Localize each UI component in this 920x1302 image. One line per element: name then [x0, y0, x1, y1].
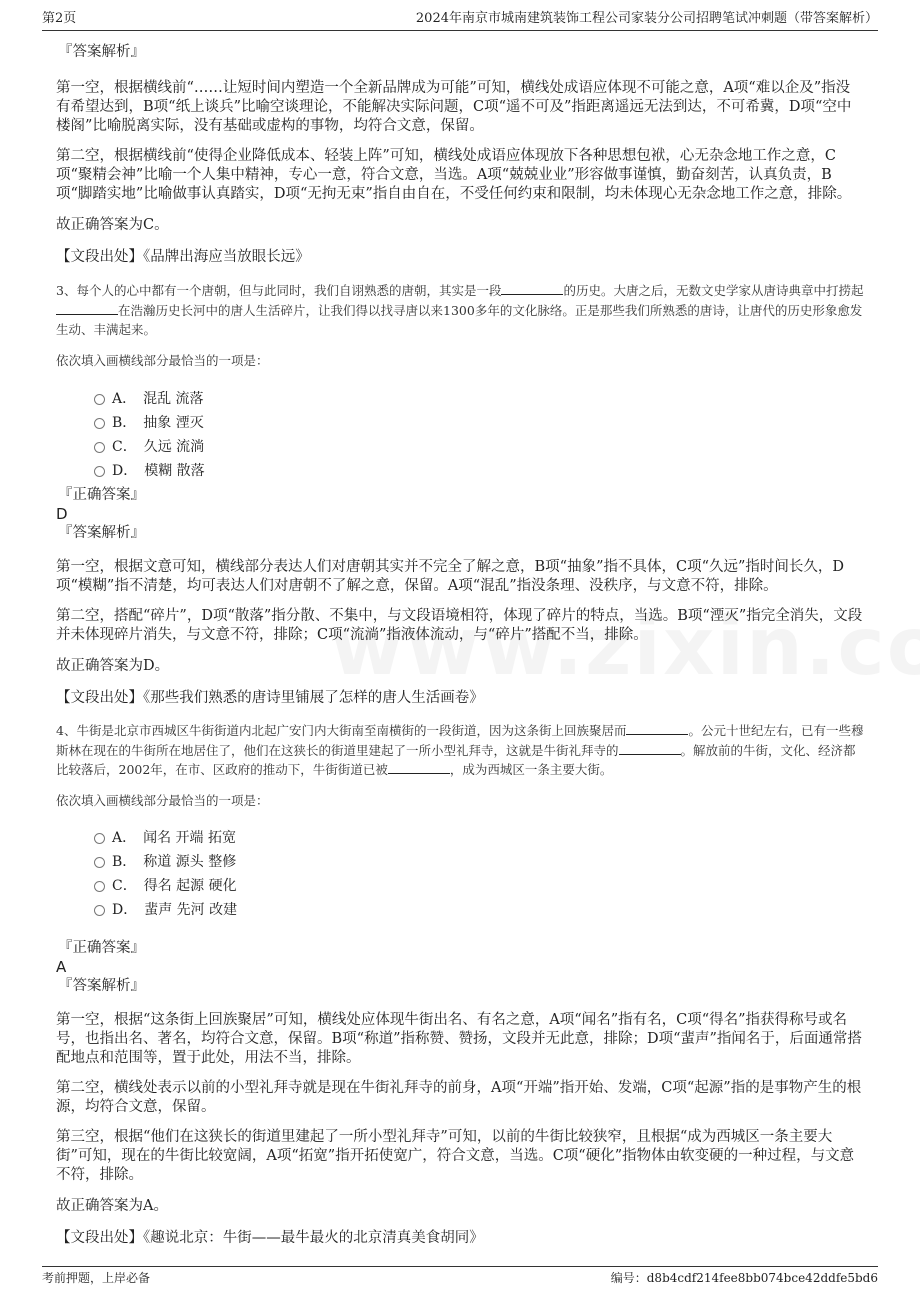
option-b[interactable]: B． 称道 源头 整修: [56, 850, 864, 874]
radio-icon[interactable]: [94, 833, 105, 844]
answer-analysis-label: 『答案解析』: [58, 978, 145, 994]
radio-icon[interactable]: [94, 466, 105, 477]
answer-analysis-label: 『答案解析』: [58, 525, 145, 541]
radio-icon[interactable]: [94, 905, 105, 916]
fill-blank: [619, 742, 681, 755]
option-c[interactable]: C． 久远 流淌: [56, 435, 864, 459]
option-d[interactable]: D． 蜚声 先河 改建: [56, 898, 864, 922]
fill-blank: [388, 761, 450, 774]
correct-answer: D: [56, 505, 68, 523]
radio-icon[interactable]: [94, 881, 105, 892]
analysis-paragraph: 第一空，根据横线前“……让短时间内塑造一个全新品牌成为可能”可知，横线处成语应体现不可能之意，A项“难以企及”指没有希望达到，B项“纸上谈兵”比喻空谈理论，不能解决实际问题，C项“遥不可及”指距离遥远无法到达，不可希冀，D项“空中楼阁”比喻脱离实际，没有基础或虚构的事物，均符合文意，保留。: [56, 80, 852, 134]
analysis-paragraph: 第一空，根据文意可知，横线部分表达人们对唐朝其实并不完全了解之意，B项“抽象”指不具体，C项“久远”指时间长久，D项“模糊”指不清楚，均可表达人们对唐朝不了解之意，保留。A项“混乱”指没条理、没秩序，与文意不符，排除。: [56, 559, 845, 594]
conclusion: 故正确答案为D。: [56, 658, 170, 674]
fill-blank: [56, 302, 118, 315]
option-d[interactable]: D． 模糊 散落: [56, 459, 864, 483]
radio-icon[interactable]: [94, 442, 105, 453]
radio-icon[interactable]: [94, 418, 105, 429]
main-content: [56, 38, 864, 1248]
document-title: 2024年南京市城南建筑装饰工程公司家装分公司招聘笔试冲刺题（带答案解析）: [415, 11, 878, 26]
option-list: [56, 387, 864, 483]
radio-icon[interactable]: [94, 394, 105, 405]
analysis-paragraph: 第二空，根据横线前“使得企业降低成本、轻装上阵”可知，横线处成语应体现放下各种思想包袱，心无杂念地工作之意，C项“聚精会神”比喻一个人集中精神，专心一意，符合文意，当选。A项“兢兢业业”形容做事谨慎，勤奋刻苦，认真负责，B项“脚踏实地”比喻做事认真踏实，D项“无拘无束”指自由自在，不受任何约束和限制，均未体现心无杂念地工作之意，排除。: [56, 148, 852, 202]
answer-analysis-label: 『答案解析』: [58, 44, 145, 60]
source-citation: 【文段出处】《那些我们熟悉的唐诗里铺展了怎样的唐人生活画卷》: [56, 690, 484, 706]
source-citation: 【文段出处】《品牌出海应当放眼长远》: [56, 249, 310, 265]
option-a[interactable]: A． 混乱 流落: [56, 387, 864, 411]
source-citation: 【文段出处】《趣说北京：牛街——最牛最火的北京清真美食胡同》: [56, 1230, 484, 1246]
page-header: [42, 8, 878, 31]
analysis-paragraph: 第二空，搭配“碎片”，D项“散落”指分散、不集中，与文段语境相符，体现了碎片的特点，当选。B项“湮灭”指完全消失，文段并未体现碎片消失，与文意不符，排除；C项“流淌”指液体流动，与“碎片”搭配不当，排除。: [56, 608, 863, 643]
fill-blank: [626, 722, 688, 735]
question-stem: 3、每个人的心中都有一个唐朝，但与此同时，我们自诩熟悉的唐朝，其实是一段 的历史。大唐之后，无数文史学家从唐诗典章中打捞起在浩瀚历史长河中的唐人生活碎片，让我们得以找寻唐以来1300多年的文化脉络。正是那些我们所熟悉的唐诗，让唐代的历史形象愈发生动、丰满起来。: [56, 283, 864, 337]
analysis-paragraph: 第二空，横线处表示以前的小型礼拜寺就是现在牛街礼拜寺的前身，A项“开端”指开始、发端，C项“起源”指的是事物产生的根源，均符合文意，保留。: [56, 1080, 862, 1115]
option-list: [56, 826, 864, 922]
question-prompt: 依次填入画横线部分最恰当的一项是：: [56, 792, 269, 808]
correct-answer-label: 『正确答案』: [58, 940, 145, 956]
option-c[interactable]: C． 得名 起源 硬化: [56, 874, 864, 898]
fill-blank: [501, 282, 563, 295]
correct-answer: A: [56, 958, 67, 976]
analysis-paragraph: 第一空，根据“这条街上回族聚居”可知，横线处应体现牛街出名、有名之意，A项“闻名”指有名，C项“得名”指获得称号或名号，也指出名、著名，均符合文意，保留。B项“称道”指称赞、赞扬，文段并无此意，排除；D项“蜚声”指闻名于，后面通常搭配地点和范围等，置于此处，用法不当，排除。: [56, 1012, 862, 1066]
page-footer: [42, 1266, 878, 1289]
question-prompt: 依次填入画横线部分最恰当的一项是：: [56, 352, 269, 368]
correct-answer-label: 『正确答案』: [58, 487, 145, 503]
footer-slogan: 考前押题，上岸必备: [42, 1271, 151, 1285]
option-b[interactable]: B． 抽象 湮灭: [56, 411, 864, 435]
document-id: 编号：d8b4cdf214fee8bb074bce42ddfe5bd6: [610, 1271, 878, 1285]
question-stem: 4、牛街是北京市西城区牛街街道内北起广安门内大街南至南横街的一段街道，因为这条街上回族聚居而 。公元十世纪左右，已有一些穆斯林在现在的牛街所在地居住了，他们在这狭长的街道里建起了一所小型礼拜寺，这就是牛街礼拜寺的 。解放前的牛街，文化、经济都比较落后，2002年，在市、区政府的推动下，牛街街道已被 ，成为西城区一条主要大街。: [56, 723, 864, 777]
radio-icon[interactable]: [94, 857, 105, 868]
option-a[interactable]: A． 闻名 开端 拓宽: [56, 826, 864, 850]
page-number: 第2页: [42, 11, 77, 26]
conclusion: 故正确答案为C。: [56, 217, 169, 233]
conclusion: 故正确答案为A。: [56, 1198, 168, 1214]
analysis-paragraph: 第三空，根据“他们在这狭长的街道里建起了一所小型礼拜寺”可知，以前的牛街比较狭窄，且根据“成为西城区一条主要大街”可知，现在的牛街比较宽阔，A项“拓宽”指开拓使宽广，符合文意，当选。C项“硬化”指物体由软变硬的一种过程，与文意不符，排除。: [56, 1129, 855, 1183]
